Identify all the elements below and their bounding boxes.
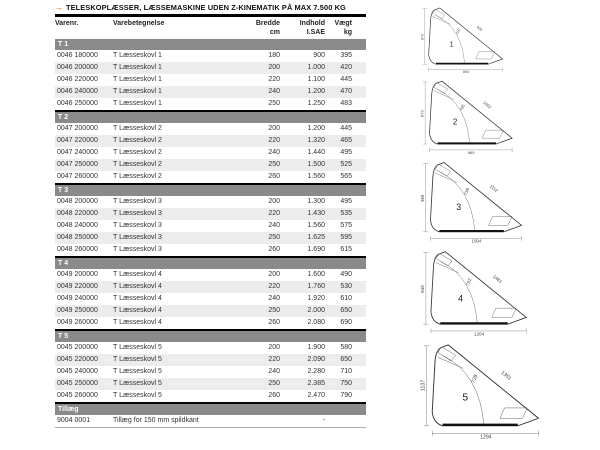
table-header — [55, 17, 366, 39]
cell-varenr: 0048 200000 — [57, 198, 98, 205]
cell-vaegt: 495 — [340, 149, 352, 156]
bucket-number-label: 2 — [452, 117, 458, 127]
table-body — [55, 39, 366, 428]
bucket-drawings-column — [420, 6, 546, 440]
cell-indhold: 1.200 — [307, 88, 325, 95]
cell-bredde: 250 — [268, 161, 280, 168]
cell-name: T Læsseskovl 4 — [113, 295, 162, 302]
bucket-number-label: 5 — [462, 392, 469, 404]
bucket-drawing-3 — [420, 160, 528, 244]
section-header: T 3 — [55, 185, 366, 196]
cell-bredde: 220 — [268, 137, 280, 144]
cell-vaegt: 483 — [340, 100, 352, 107]
cell-vaegt — [325, 415, 366, 427]
table-row — [55, 86, 366, 98]
cell-indhold: 1.500 — [307, 161, 325, 168]
cell-varenr: 0046 250000 — [57, 100, 98, 107]
cell-bredde: 250 — [268, 380, 280, 387]
header-bredde — [225, 20, 280, 37]
cell-name: T Læsseskovl 3 — [113, 234, 162, 241]
cell-bredde: 260 — [268, 173, 280, 180]
bucket-drawing-1 — [420, 6, 508, 74]
dimension-label: 873 — [420, 110, 425, 117]
cell-bredde: 200 — [268, 271, 280, 278]
dimension-label: 873 — [420, 34, 425, 40]
cell-bredde: 180 — [268, 52, 280, 59]
table-row — [55, 342, 366, 354]
cell-varenr: 0048 240000 — [57, 222, 98, 229]
cell-name: T Læsseskovl 3 — [113, 198, 162, 205]
cell-bredde: 260 — [268, 319, 280, 326]
cell-vaegt: 525 — [340, 161, 352, 168]
cell-vaegt: 710 — [340, 368, 352, 375]
header-varenr: Varenr. — [55, 20, 79, 27]
cell-vaegt: 495 — [340, 198, 352, 205]
header-vaegt-line2: kg — [343, 28, 352, 36]
cell-indhold: 1.000 — [307, 64, 325, 71]
cell-vaegt: 530 — [340, 283, 352, 290]
cell-varenr: 0047 250000 — [57, 161, 98, 168]
header-indhold-line1: Indhold — [299, 20, 325, 27]
dimension-label: 949 — [420, 285, 426, 293]
table-row — [55, 232, 366, 244]
cell-vaegt: 650 — [340, 307, 352, 314]
cell-indhold: 1.430 — [307, 210, 325, 217]
cell-name: T Læsseskovl 3 — [113, 246, 162, 253]
cell-name: T Læsseskovl 1 — [113, 100, 162, 107]
table-row — [55, 98, 366, 112]
cell-name: T Læsseskovl 4 — [113, 271, 162, 278]
cell-bredde: 220 — [268, 76, 280, 83]
cell-vaegt: 445 — [340, 125, 352, 132]
table-row — [55, 366, 366, 378]
cell-varenr: 0045 200000 — [57, 344, 98, 351]
cell-indhold: 1.440 — [307, 149, 325, 156]
cell-vaegt: 610 — [340, 295, 352, 302]
table-row — [55, 317, 366, 331]
dimension-label: 1351 — [499, 370, 513, 382]
cell-name: T Læsseskovl 2 — [113, 125, 162, 132]
cell-varenr: 0049 260000 — [57, 319, 98, 326]
cell-varenr: 0049 250000 — [57, 307, 98, 314]
cell-indhold: 2.470 — [307, 392, 325, 399]
table-row — [55, 390, 366, 404]
cell-varenr: 0046 240000 — [57, 88, 98, 95]
header-vaegt — [325, 20, 366, 37]
cell-bredde: 200 — [268, 344, 280, 351]
cell-bredde: 200 — [268, 198, 280, 205]
cell-bredde: 250 — [268, 234, 280, 241]
cell-bredde: 240 — [268, 88, 280, 95]
section-header: T 2 — [55, 112, 366, 123]
cell-varenr: 0048 260000 — [57, 246, 98, 253]
cell-bredde: 250 — [268, 100, 280, 107]
product-table-area — [55, 3, 366, 428]
table-row — [55, 208, 366, 220]
section-header: Tillæg — [55, 404, 366, 415]
cell-varenr: 0047 240000 — [57, 149, 98, 156]
page-title — [55, 3, 366, 17]
cell-varenr: 0046 200000 — [57, 64, 98, 71]
arrow-icon: → — [55, 3, 63, 12]
cell-indhold: 1.760 — [307, 283, 325, 290]
dimension-label: 894 — [462, 70, 469, 74]
table-row — [55, 281, 366, 293]
cell-indhold: 2.385 — [307, 380, 325, 387]
cell-indhold: 1.690 — [307, 246, 325, 253]
cell-varenr: 0045 220000 — [57, 356, 98, 363]
cell-bredde: 220 — [268, 210, 280, 217]
cell-varenr: 0046 180000 — [57, 52, 98, 59]
dimension-label: 969 — [420, 194, 426, 202]
dimension-label: 738 — [462, 187, 471, 196]
cell-name: T Læsseskovl 3 — [113, 222, 162, 229]
cell-bredde: 240 — [268, 149, 280, 156]
header-indhold — [280, 20, 325, 37]
cell-indhold: 1.625 — [307, 234, 325, 241]
cell-vaegt: 445 — [340, 76, 352, 83]
bucket-number-label: 4 — [457, 293, 464, 304]
dimension-label: 728 — [470, 374, 480, 385]
dimension-label: 1204 — [473, 331, 485, 337]
table-row — [55, 196, 366, 208]
cell-vaegt: 790 — [340, 392, 352, 399]
cell-name: T Læsseskovl 5 — [113, 344, 162, 351]
cell-name: T Læsseskovl 2 — [113, 161, 162, 168]
table-row — [55, 62, 366, 74]
cell-varenr: 0048 220000 — [57, 210, 98, 217]
cell-name: T Læsseskovl 2 — [113, 137, 162, 144]
cell-vaegt: 615 — [340, 246, 352, 253]
cell-indhold: 1.300 — [307, 198, 325, 205]
cell-indhold: 1.560 — [307, 222, 325, 229]
cell-bredde: 200 — [268, 125, 280, 132]
cell-name: T Læsseskovl 5 — [113, 392, 162, 399]
cell-varenr: 0045 260000 — [57, 392, 98, 399]
cell-name: T Læsseskovl 5 — [113, 380, 162, 387]
table-row — [55, 269, 366, 281]
cell-indhold: 1.100 — [307, 76, 325, 83]
section-header: T 1 — [55, 39, 366, 50]
table-row — [55, 74, 366, 86]
bucket-number-label: 3 — [456, 202, 462, 213]
cell-bredde: 240 — [268, 222, 280, 229]
cell-indhold: 1.560 — [307, 173, 325, 180]
bucket-number-label: 1 — [449, 39, 454, 49]
header-vaegt-line1: Vægt — [334, 20, 352, 27]
cell-vaegt: 580 — [340, 344, 352, 351]
table-row — [55, 50, 366, 62]
cell-bredde: 240 — [268, 368, 280, 375]
cell-name: T Læsseskovl 3 — [113, 210, 162, 217]
cell-indhold: 1.600 — [307, 271, 325, 278]
table-row — [55, 147, 366, 159]
table-row — [55, 378, 366, 390]
cell-varenr: 0049 240000 — [57, 295, 98, 302]
dimension-label: 903 — [475, 25, 483, 33]
cell-name: T Læsseskovl 1 — [113, 64, 162, 71]
table-row — [55, 123, 366, 135]
cell-name: T Læsseskovl 2 — [113, 173, 162, 180]
cell-bredde: 220 — [268, 283, 280, 290]
dimension-label: 1094 — [471, 238, 482, 244]
cell-vaegt: 690 — [340, 319, 352, 326]
bucket-drawing-4 — [420, 249, 533, 337]
cell-indhold: 1.200 — [307, 125, 325, 132]
cell-vaegt: 420 — [340, 64, 352, 71]
dimension-label: 1137 — [420, 379, 427, 391]
cell-name: Tillæg for 150 mm spildkant — [113, 417, 199, 424]
table-row — [55, 293, 366, 305]
cell-varenr: 0045 250000 — [57, 380, 98, 387]
cell-indhold: 900 — [313, 52, 325, 59]
cell-vaegt: 395 — [340, 52, 352, 59]
cell-name: T Læsseskovl 5 — [113, 368, 162, 375]
cell-indhold: 1.320 — [307, 137, 325, 144]
cell-indhold: 1.920 — [307, 295, 325, 302]
cell-name: T Læsseskovl 4 — [113, 307, 162, 314]
header-bredde-line2: cm — [269, 28, 280, 36]
cell-name: T Læsseskovl 2 — [113, 149, 162, 156]
cell-name: T Læsseskovl 1 — [113, 88, 162, 95]
dimension-label: 720 — [455, 28, 462, 36]
header-varebetegnelse: Varebetegnelse — [113, 20, 165, 27]
bucket-drawing-5 — [420, 342, 546, 440]
dimension-label: 1294 — [480, 434, 492, 440]
dimension-label: 1112 — [488, 183, 499, 194]
section-header: T 4 — [55, 258, 366, 269]
table-row — [55, 354, 366, 366]
cell-varenr: 0047 220000 — [57, 137, 98, 144]
cell-bredde: 260 — [268, 246, 280, 253]
cell-vaegt: 490 — [340, 271, 352, 278]
cell-vaegt: 565 — [340, 173, 352, 180]
cell-name: T Læsseskovl 1 — [113, 52, 162, 59]
dimension-label: 1481 — [491, 273, 504, 285]
cell-indhold: 2.090 — [307, 356, 325, 363]
dimension-label: 752 — [465, 277, 473, 287]
cell-indhold: 2.080 — [307, 319, 325, 326]
cell-vaegt: 650 — [340, 356, 352, 363]
dimension-label: 795 — [458, 103, 466, 112]
cell-varenr: 9004 0001 — [57, 417, 91, 424]
cell-name: T Læsseskovl 1 — [113, 76, 162, 83]
cell-indhold: 2.000 — [307, 307, 325, 314]
cell-bredde: 200 — [268, 64, 280, 71]
cell-bredde: 240 — [268, 295, 280, 302]
cell-indhold: 2.280 — [307, 368, 325, 375]
cell-indhold: - — [322, 417, 325, 424]
table-row — [55, 220, 366, 232]
cell-bredde: 220 — [268, 356, 280, 363]
cell-bredde: 250 — [268, 307, 280, 314]
cell-vaegt: 595 — [340, 234, 352, 241]
cell-indhold: 1.900 — [307, 344, 325, 351]
cell-name: T Læsseskovl 4 — [113, 283, 162, 290]
cell-varenr: 0049 200000 — [57, 271, 98, 278]
page-title-text: TELESKOPLÆSSER, LÆSSEMASKINE UDEN Z-KINEMATIK PÅ MAX 7.500 KG — [66, 3, 346, 12]
cell-vaegt: 750 — [340, 380, 352, 387]
cell-varenr: 0048 250000 — [57, 234, 98, 241]
table-row — [55, 135, 366, 147]
table-row — [55, 415, 366, 428]
table-row — [55, 305, 366, 317]
cell-vaegt: 470 — [340, 88, 352, 95]
cell-bredde — [225, 415, 280, 427]
cell-varenr: 0047 260000 — [57, 173, 98, 180]
cell-varenr: 0049 220000 — [57, 283, 98, 290]
cell-varenr: 0045 240000 — [57, 368, 98, 375]
header-bredde-line1: Bredde — [255, 20, 280, 27]
section-header: T 5 — [55, 331, 366, 342]
cell-vaegt: 575 — [340, 222, 352, 229]
table-row — [55, 244, 366, 258]
dimension-label: 969 — [467, 149, 475, 155]
cell-varenr: 0046 220000 — [57, 76, 98, 83]
cell-varenr: 0047 200000 — [57, 125, 98, 132]
cell-bredde: 260 — [268, 392, 280, 399]
table-row — [55, 171, 366, 185]
header-indhold-line2: I.SAE — [306, 28, 325, 36]
cell-name: T Læsseskovl 4 — [113, 319, 162, 326]
cell-vaegt: 535 — [340, 210, 352, 217]
dimension-label: 1002 — [482, 100, 493, 110]
bucket-drawing-2 — [420, 79, 518, 155]
cell-name: T Læsseskovl 5 — [113, 356, 162, 363]
cell-vaegt: 465 — [340, 137, 352, 144]
cell-indhold: 1.250 — [307, 100, 325, 107]
table-row — [55, 159, 366, 171]
